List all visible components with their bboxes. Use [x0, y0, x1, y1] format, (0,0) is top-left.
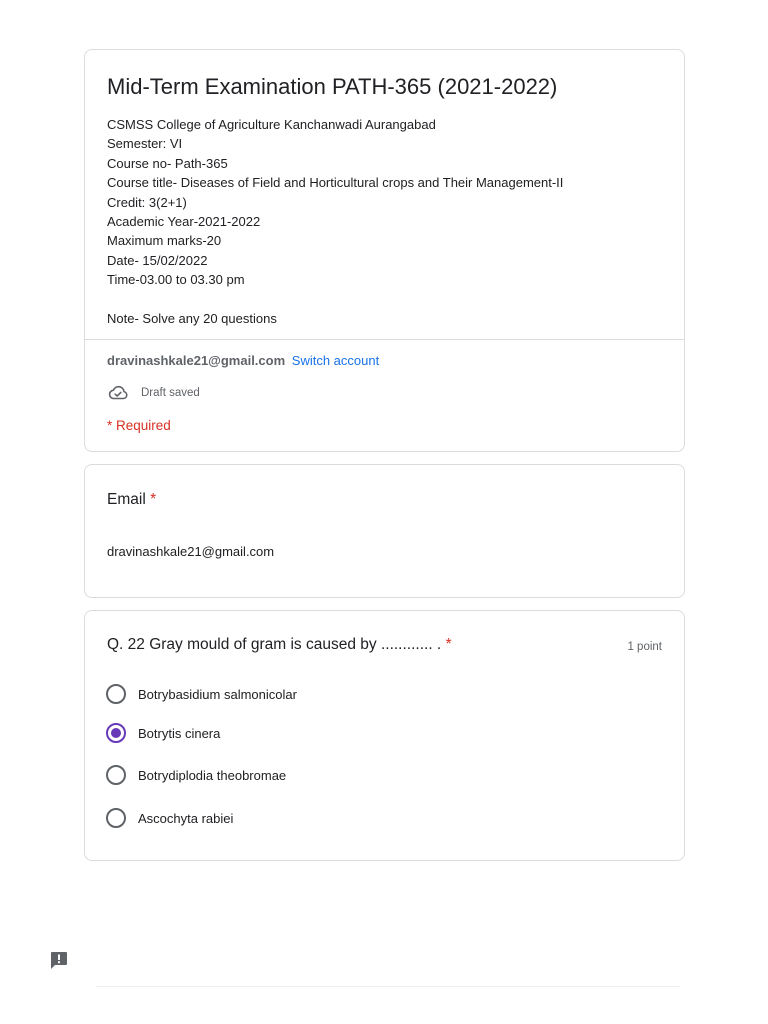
description-line: Course title- Diseases of Field and Horticultural crops and Their Management-II — [107, 175, 564, 191]
description-line: Semester: VI — [107, 136, 183, 152]
report-feedback-icon[interactable] — [49, 950, 69, 970]
option-label: Ascochyta rabiei — [138, 810, 234, 826]
description-line: CSMSS College of Agriculture Kanchanwadi Aurangabad — [107, 117, 436, 132]
question-title — [107, 634, 452, 656]
form-description — [107, 115, 563, 290]
description-line: Time-03.00 to 03.30 pm — [107, 272, 245, 288]
switch-account-link[interactable]: Switch account — [291, 353, 380, 368]
description-line: Maximum marks-20 — [107, 233, 222, 249]
account-row — [107, 352, 379, 370]
radio-button[interactable] — [106, 808, 126, 828]
radio-button-selected[interactable] — [106, 723, 126, 743]
cloud-check-icon — [107, 385, 129, 401]
description-line: Credit: 3(2+1) — [107, 194, 187, 210]
question-points: 1 point — [627, 641, 662, 653]
option-label: Botrybasidium salmonicolar — [138, 686, 297, 702]
answer-option[interactable] — [106, 722, 220, 744]
email-question-title — [107, 489, 156, 511]
form-note: Note- Solve any 20 questions — [107, 311, 277, 326]
description-line: Course no- Path-365 — [107, 155, 228, 171]
email-question-label: Email — [107, 491, 146, 508]
form-title: Mid-Term Examination PATH-365 (2021-2022) — [107, 74, 558, 99]
radio-button[interactable] — [106, 765, 126, 785]
header-divider — [85, 339, 684, 340]
option-label: Botrytis cinera — [138, 725, 221, 741]
description-line: Academic Year-2021-2022 — [107, 213, 261, 229]
description-line: Date- 15/02/2022 — [107, 252, 208, 268]
draft-status-row — [107, 384, 200, 402]
account-email: dravinashkale21@gmail.com — [107, 353, 286, 368]
radio-button[interactable] — [106, 684, 126, 704]
answer-option[interactable] — [106, 807, 233, 829]
answer-option[interactable] — [106, 764, 286, 786]
form-header-card — [84, 49, 685, 452]
required-marker: * — [445, 636, 452, 653]
question-text: Q. 22 Gray mould of gram is caused by ............ . — [107, 636, 442, 653]
draft-status-text: Draft saved — [141, 387, 200, 399]
email-field-value: dravinashkale21@gmail.com — [107, 544, 275, 559]
required-marker: * — [150, 491, 157, 508]
footer-divider — [96, 986, 680, 987]
required-legend: * Required — [107, 418, 171, 433]
answer-option[interactable] — [106, 683, 297, 705]
option-label: Botrydiplodia theobromae — [138, 767, 287, 783]
question-card — [84, 610, 685, 861]
email-question-card — [84, 464, 685, 598]
